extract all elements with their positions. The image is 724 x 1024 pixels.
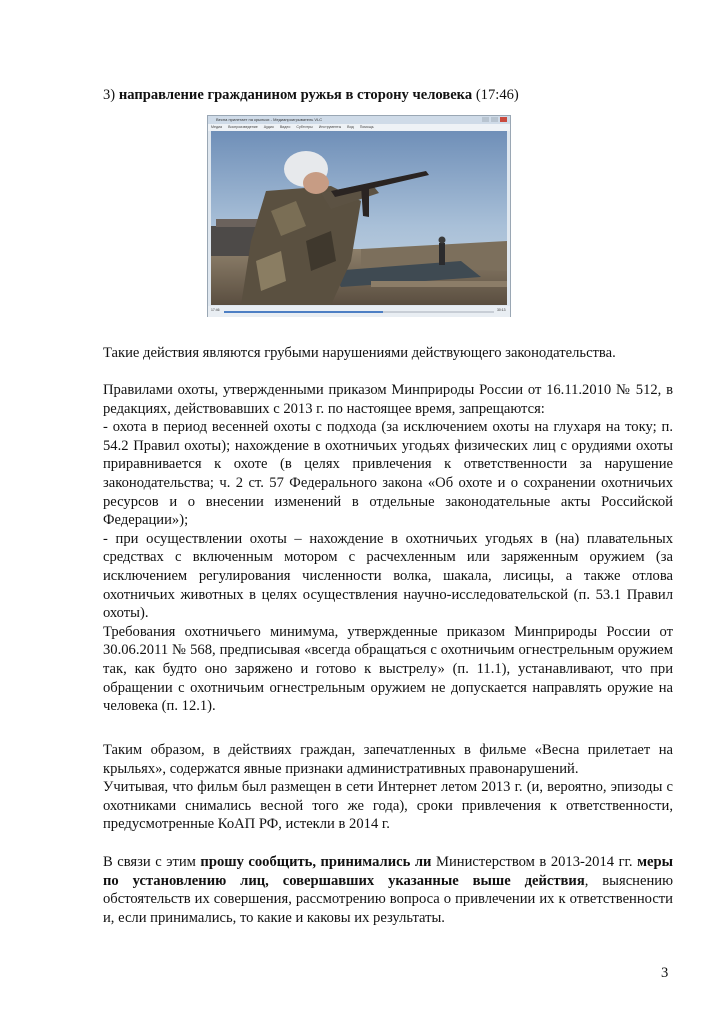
seek-progress xyxy=(224,311,383,313)
close-icon xyxy=(500,117,507,122)
window-controls xyxy=(482,117,507,122)
player-title: Весна прилетает на крыльях - Медиапроигрыватель VLC xyxy=(216,117,323,122)
text-run: В связи с этим xyxy=(103,854,201,870)
total-time: 30:13 xyxy=(497,308,506,312)
paragraph: - при осуществлении охоты – нахождение в охотничьих угодьях в (на) плавательных средствах с включенным мотором с расчехленным или заряженным оружием (за исключением регулирования численности волка, шакала, лисицы, а также отлова охотничьих животных в целях осуществления научно-исследовательской (п. 53.1 Правил охоты). xyxy=(103,530,673,622)
body-text xyxy=(103,741,673,834)
page-number: 3 xyxy=(661,965,669,981)
body-text xyxy=(103,344,673,363)
player-menubar xyxy=(208,124,510,131)
player-titlebar xyxy=(208,116,510,124)
minimize-icon xyxy=(482,117,489,122)
paragraph: Правилами охоты, утвержденными приказом Минприроды России от 16.11.2010 № 512, в редакциях, действовавших с 2013 г. по настоящее время, запрещаются: xyxy=(103,382,673,417)
request-paragraph xyxy=(103,853,673,927)
heading-number: 3) xyxy=(103,87,119,103)
menu-item: Вид xyxy=(347,125,354,129)
menu-item: Медиа xyxy=(211,125,223,129)
heading-bold-text: направление гражданином ружья в сторону человека xyxy=(118,87,473,103)
body-text xyxy=(103,381,673,716)
paragraph: Таким образом, в действиях граждан, запечатленных в фильме «Весна прилетает на крыльях», содержатся явные признаки административных правонарушений. xyxy=(103,742,673,777)
text-run: , выяснению обстоятельств их совершения, рассмотрению вопроса о привлечении их к ответственности и, если принимались, то какие и каковы их результаты. xyxy=(103,872,673,926)
paragraph: Учитывая, что фильм был размещен в сети Интернет летом 2013 г. (и, вероятно, эпизоды с охотниками снимались весной того же года), сроки привлечения к ответственности, предусмотренные КоАП РФ, истекли в 2014 г. xyxy=(103,779,673,833)
heading-timecode: (17:46) xyxy=(472,87,519,103)
paragraph: - охота в период весенней охоты с подхода (за исключением охоты на глухаря на току; п. 54.2 Правил охоты); нахождение в охотничьих угодьях физических лиц с орудиями охоты приравнивается к охоте (в целях привлечения к ответственности за нарушение законодательства; ч. 2 ст. 57 Федерального закона «Об охоте и о сохранении охотничьих ресурсов и о внесении изменений в отдельные законодательные акты Российской Федерации»); xyxy=(103,419,673,529)
text-run: Министерством в 2013-2014 гг. xyxy=(431,854,638,870)
menu-item: Воспроизведение xyxy=(228,125,258,129)
video-frame xyxy=(211,131,507,305)
text-run-bold: меры по установлению лиц, совершавших указанные выше действия xyxy=(103,854,673,889)
video-frame-image xyxy=(211,131,507,305)
section-heading xyxy=(103,86,519,104)
menu-item: Инструменты xyxy=(318,125,342,129)
paragraph: Такие действия являются грубыми нарушениями действующего законодательства. xyxy=(103,345,616,361)
maximize-icon xyxy=(491,117,498,122)
menu-item: Субтитры xyxy=(296,125,313,129)
paragraph: Требования охотничьего минимума, утвержденные приказом Минприроды России от 30.06.2011 № 568, предписывая «всегда обращаться с охотничьим огнестрельным оружием так, как будто оно заряжено и готово к выстрелу» (п. 11.1), устанавливают, что при обращении с охотничьим огнестрельным оружием не допускается направлять оружие на человека (п. 12.1). xyxy=(103,623,673,715)
body-text xyxy=(103,853,673,927)
text-run-bold: прошу сообщить, принимались ли xyxy=(200,854,432,870)
menu-item: Видео xyxy=(279,125,291,129)
video-screenshot xyxy=(207,115,511,317)
menu-item: Аудио xyxy=(263,125,274,129)
player-controls xyxy=(208,306,510,317)
elapsed-time: 17:46 xyxy=(211,308,220,312)
menu-item: Помощь xyxy=(359,125,374,129)
seek-bar xyxy=(224,311,494,313)
